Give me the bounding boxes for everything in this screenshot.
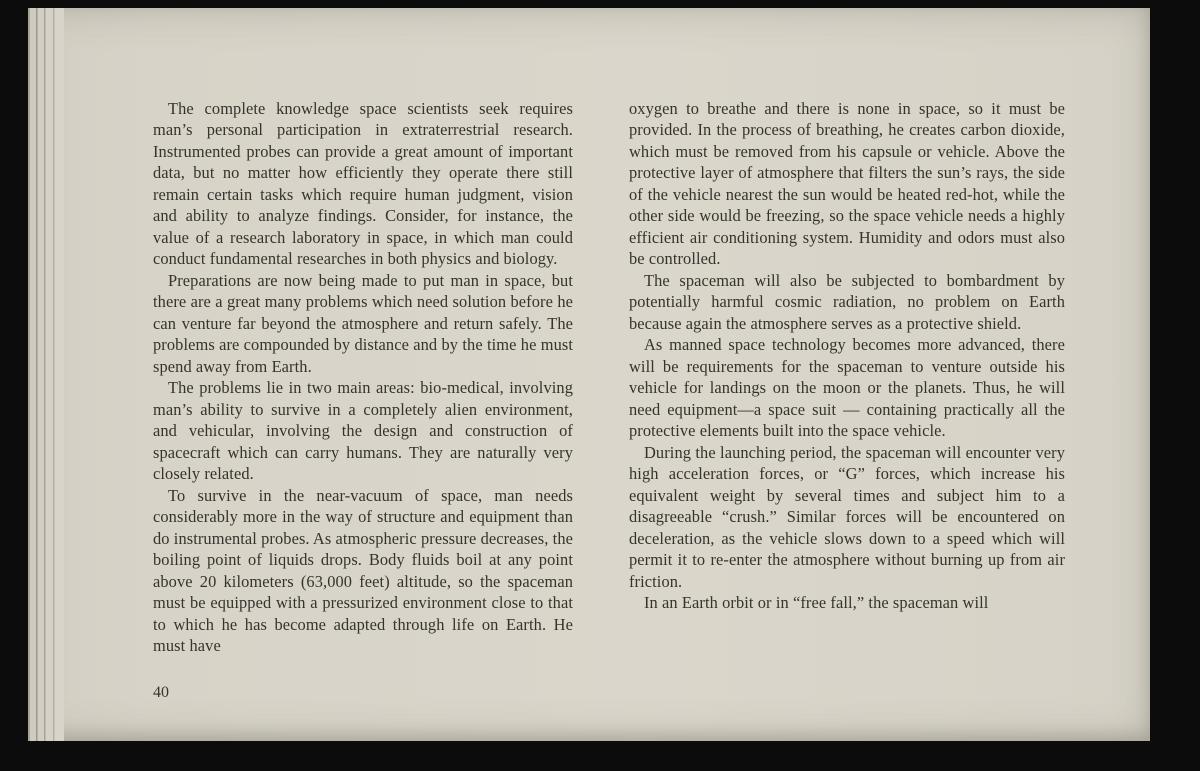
paragraph: The problems lie in two main areas: bio-medical, involving man’s ability to survive in a completely alien environment, and vehicular, involving the design and construction of spacecraft which can carry humans. They are naturally very closely related. — [153, 378, 573, 484]
paragraph: The complete knowledge space scientists seek requires man’s personal participation in extraterrestrial research. Instrumented probes can provide a great amount of important data, but no matter how efficiently they operate there still remain certain tasks which require human judgment, vision and ability to analyze findings. Consider, for instance, the value of a research laboratory in space, in which man could conduct fundamental researches in both physics and biology. — [153, 99, 573, 269]
paragraph: oxygen to breathe and there is none in space, so it must be provided. In the process of breathing, he creates carbon dioxide, which must be removed from his capsule or vehicle. Above the protective layer of atmosphere that filters the sun’s rays, the side of the vehicle nearest the sun would be heated red-hot, while the other side would be freezing, so the space vehicle needs a highly efficient air conditioning system. Humidity and odors must also be controlled. — [629, 99, 1065, 269]
page-edges — [28, 8, 64, 741]
page-number: 40 — [153, 684, 169, 701]
paragraph: In an Earth orbit or in “free fall,” the spaceman will — [644, 593, 989, 613]
book-page — [28, 8, 1150, 741]
text-column-left — [153, 98, 573, 657]
text-column-right — [629, 98, 1065, 657]
paragraph: To survive in the near-vacuum of space, man needs considerably more in the way of structure and equipment than do instrumental probes. As atmospheric pressure decreases, the boiling point of liquids drops. Body fluids boil at any point above 20 kilometers (63,000 feet) altitude, so the spaceman must be equipped with a pressurized environment close to that to which he has become adapted through life on Earth. He must have — [153, 485, 573, 656]
paragraph: During the launching period, the spaceman will encounter very high acceleration forces, or “G” forces, which increase his equivalent weight by several times and subject him to a disagreeable “crush.” Similar forces will be encountered on deceleration, as the vehicle slows down to a speed which will permit it to re-enter the atmosphere without burning up from air friction. — [629, 442, 1065, 591]
paragraph: The spaceman will also be subjected to bombardment by potentially harmful cosmic radiation, no problem on Earth because again the atmosphere serves as a protective shield. — [629, 270, 1065, 333]
paragraph: As manned space technology becomes more advanced, there will be requirements for the spaceman to venture outside his vehicle for landings on the moon or the planets. Thus, he will need equipment—a space suit — containing practically all the protective elements built into the space vehicle. — [629, 335, 1065, 441]
page-content — [153, 98, 1065, 657]
paragraph: Preparations are now being made to put man in space, but there are a great many problems which need solution before he can venture far beyond the atmosphere and return safely. The problems are compounded by distance and by the time he must spend away from Earth. — [153, 270, 573, 376]
